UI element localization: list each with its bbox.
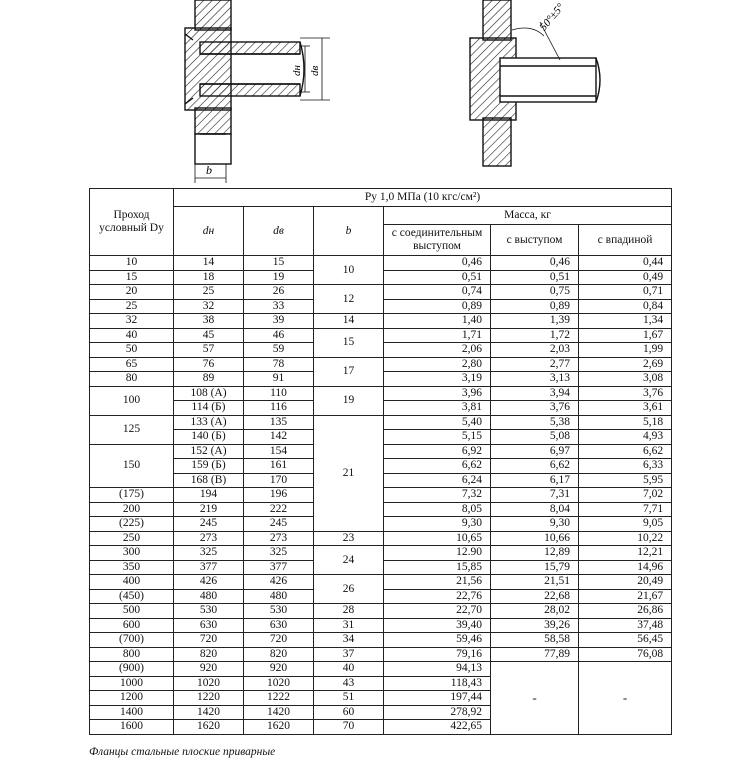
cell-mass-recess: 6,62 — [579, 444, 672, 459]
cell-mass-joint: 21,56 — [384, 575, 491, 590]
cell-dv: 530 — [244, 604, 314, 619]
cell-dn: 38 — [174, 314, 244, 329]
cell-b: 23 — [314, 531, 384, 546]
cell-dv: 480 — [244, 589, 314, 604]
cell-dv: 135 — [244, 415, 314, 430]
cell-b: 70 — [314, 720, 384, 735]
left-flange-drawing — [185, 0, 330, 183]
cell-mass-recess: 37,48 — [579, 618, 672, 633]
cell-mass-joint: 12.90 — [384, 546, 491, 561]
cell-mass-recess: 3,76 — [579, 386, 672, 401]
cell-mass-raised: 58,58 — [491, 633, 579, 648]
cell-mass-recess: 21,67 — [579, 589, 672, 604]
cell-dn: 114 (Б) — [174, 401, 244, 416]
cell-dv: 377 — [244, 560, 314, 575]
cell-nominal-bore: 300 — [90, 546, 174, 561]
cell-b: 34 — [314, 633, 384, 648]
flange-spec-table — [89, 188, 672, 735]
cell-dv: 630 — [244, 618, 314, 633]
cell-mass-recess: 1,99 — [579, 343, 672, 358]
cell-mass-recess: 76,08 — [579, 647, 672, 662]
cell-mass-joint: 79,16 — [384, 647, 491, 662]
cell-mass-recess: 1,67 — [579, 328, 672, 343]
table-row — [90, 314, 672, 329]
cell-nominal-bore: 800 — [90, 647, 174, 662]
cell-mass-joint: 6,24 — [384, 473, 491, 488]
cell-mass-joint: 0,46 — [384, 256, 491, 271]
cell-mass-recess: 6,33 — [579, 459, 672, 474]
cell-nominal-bore: (900) — [90, 662, 174, 677]
cell-dv: 1222 — [244, 691, 314, 706]
cell-dn: 25 — [174, 285, 244, 300]
table-row — [90, 604, 672, 619]
header-mass-raised: с выступом — [491, 225, 579, 256]
cell-mass-recess: 10,22 — [579, 531, 672, 546]
cell-mass-raised: 0,89 — [491, 299, 579, 314]
table-row — [90, 662, 672, 677]
cell-mass-joint: 2,80 — [384, 357, 491, 372]
cell-nominal-bore: (175) — [90, 488, 174, 503]
cell-dn: 325 — [174, 546, 244, 561]
cell-mass-joint: 6,62 — [384, 459, 491, 474]
cell-nominal-bore: 350 — [90, 560, 174, 575]
cell-b: 19 — [314, 386, 384, 415]
cell-mass-recess: 9,05 — [579, 517, 672, 532]
cell-mass-recess: - — [579, 662, 672, 735]
cell-dv: 170 — [244, 473, 314, 488]
cell-nominal-bore: 10 — [90, 256, 174, 271]
cell-mass-joint: 3,19 — [384, 372, 491, 387]
cell-mass-raised: 10,66 — [491, 531, 579, 546]
cell-nominal-bore: 65 — [90, 357, 174, 372]
cell-dn: 194 — [174, 488, 244, 503]
header-mass-recess: с впадиной — [579, 225, 672, 256]
cell-mass-joint: 2,06 — [384, 343, 491, 358]
cell-mass-raised: 6,97 — [491, 444, 579, 459]
cell-dn: 1620 — [174, 720, 244, 735]
cell-nominal-bore: 250 — [90, 531, 174, 546]
table-row — [90, 546, 672, 561]
cell-mass-joint: 3,96 — [384, 386, 491, 401]
cell-nominal-bore: 20 — [90, 285, 174, 300]
cell-mass-raised: 2,03 — [491, 343, 579, 358]
cell-mass-raised: 21,51 — [491, 575, 579, 590]
cell-mass-raised: 0,46 — [491, 256, 579, 271]
cell-mass-raised: 28,02 — [491, 604, 579, 619]
table-row — [90, 633, 672, 648]
cell-dv: 1420 — [244, 705, 314, 720]
cell-b: 17 — [314, 357, 384, 386]
cell-nominal-bore: 15 — [90, 270, 174, 285]
cell-dn: 32 — [174, 299, 244, 314]
cell-nominal-bore: 25 — [90, 299, 174, 314]
cell-b: 43 — [314, 676, 384, 691]
cell-mass-raised: 22,68 — [491, 589, 579, 604]
cell-dn: 140 (Б) — [174, 430, 244, 445]
cell-mass-recess: 20,49 — [579, 575, 672, 590]
cell-mass-raised: 1,39 — [491, 314, 579, 329]
cell-dv: 1020 — [244, 676, 314, 691]
cell-dn: 152 (А) — [174, 444, 244, 459]
cell-mass-raised: 3,13 — [491, 372, 579, 387]
cell-nominal-bore: 80 — [90, 372, 174, 387]
cell-dv: 116 — [244, 401, 314, 416]
table-body — [90, 256, 672, 735]
header-nominal-bore: Проход условный Dy — [90, 189, 174, 256]
cell-nominal-bore: 50 — [90, 343, 174, 358]
cell-nominal-bore: 100 — [90, 386, 174, 415]
header-dv: dв — [244, 207, 314, 256]
cell-dn: 1020 — [174, 676, 244, 691]
cell-nominal-bore: (225) — [90, 517, 174, 532]
cell-dv: 59 — [244, 343, 314, 358]
cell-mass-raised: 3,76 — [491, 401, 579, 416]
cell-dv: 325 — [244, 546, 314, 561]
cell-dv: 46 — [244, 328, 314, 343]
cell-b: 51 — [314, 691, 384, 706]
cell-mass-recess: 3,08 — [579, 372, 672, 387]
cell-mass-joint: 10,65 — [384, 531, 491, 546]
cell-nominal-bore: 200 — [90, 502, 174, 517]
right-flange-drawing — [470, 0, 600, 166]
cell-dn: 1220 — [174, 691, 244, 706]
cell-dn: 159 (Б) — [174, 459, 244, 474]
cell-b: 31 — [314, 618, 384, 633]
cell-dv: 142 — [244, 430, 314, 445]
cell-dn: 820 — [174, 647, 244, 662]
header-mass-joint: с соединительным выступом — [384, 225, 491, 256]
cell-dn: 133 (А) — [174, 415, 244, 430]
cell-dv: 1620 — [244, 720, 314, 735]
label-dn: dн — [291, 65, 303, 76]
cell-dn: 108 (А) — [174, 386, 244, 401]
cell-mass-joint: 5,40 — [384, 415, 491, 430]
cell-dv: 91 — [244, 372, 314, 387]
table-row — [90, 357, 672, 372]
cell-mass-joint: 6,92 — [384, 444, 491, 459]
cell-dn: 426 — [174, 575, 244, 590]
cell-dn: 480 — [174, 589, 244, 604]
cell-dv: 15 — [244, 256, 314, 271]
cell-mass-recess: 7,02 — [579, 488, 672, 503]
cell-dn: 630 — [174, 618, 244, 633]
cell-mass-joint: 0,74 — [384, 285, 491, 300]
cell-mass-recess: 0,84 — [579, 299, 672, 314]
table-row — [90, 328, 672, 343]
cell-dv: 26 — [244, 285, 314, 300]
cell-mass-joint: 15,85 — [384, 560, 491, 575]
cell-nominal-bore: 1400 — [90, 705, 174, 720]
cell-mass-recess: 14,96 — [579, 560, 672, 575]
label-b: b — [206, 163, 212, 177]
header-mass: Масса, кг — [384, 207, 672, 225]
cell-dv: 154 — [244, 444, 314, 459]
cell-dn: 57 — [174, 343, 244, 358]
cell-mass-joint: 5,15 — [384, 430, 491, 445]
cell-nominal-bore: 400 — [90, 575, 174, 590]
cell-mass-joint: 1,71 — [384, 328, 491, 343]
cell-dv: 222 — [244, 502, 314, 517]
cell-mass-joint: 278,92 — [384, 705, 491, 720]
table-row — [90, 415, 672, 430]
cell-mass-joint: 59,46 — [384, 633, 491, 648]
cell-mass-recess: 56,45 — [579, 633, 672, 648]
cell-mass-recess: 5,95 — [579, 473, 672, 488]
cell-mass-joint: 118,43 — [384, 676, 491, 691]
cell-mass-raised: 9,30 — [491, 517, 579, 532]
cell-mass-raised: 6,62 — [491, 459, 579, 474]
cell-mass-recess: 4,93 — [579, 430, 672, 445]
cell-mass-joint: 8,05 — [384, 502, 491, 517]
cell-dv: 78 — [244, 357, 314, 372]
cell-dv: 33 — [244, 299, 314, 314]
table-row — [90, 531, 672, 546]
header-b: b — [314, 207, 384, 256]
cell-mass-raised: 1,72 — [491, 328, 579, 343]
cell-b: 26 — [314, 575, 384, 604]
cell-b: 60 — [314, 705, 384, 720]
cell-mass-joint: 422,65 — [384, 720, 491, 735]
cell-b: 15 — [314, 328, 384, 357]
cell-dv: 110 — [244, 386, 314, 401]
label-angle: 50°±5° — [537, 1, 567, 34]
table-row — [90, 256, 672, 271]
cell-dv: 720 — [244, 633, 314, 648]
cell-mass-raised: 3,94 — [491, 386, 579, 401]
cell-dn: 89 — [174, 372, 244, 387]
cell-mass-raised: 6,17 — [491, 473, 579, 488]
table-row — [90, 285, 672, 300]
cell-nominal-bore: 1600 — [90, 720, 174, 735]
cell-mass-joint: 94,13 — [384, 662, 491, 677]
cell-mass-raised: - — [491, 662, 579, 735]
cell-dn: 720 — [174, 633, 244, 648]
cell-mass-raised: 15,79 — [491, 560, 579, 575]
footer-text: Фланцы стальные плоские приварные — [89, 746, 276, 758]
cell-mass-raised: 0,75 — [491, 285, 579, 300]
cell-mass-joint: 3,81 — [384, 401, 491, 416]
cell-dv: 161 — [244, 459, 314, 474]
cell-dn: 14 — [174, 256, 244, 271]
cell-b: 28 — [314, 604, 384, 619]
cell-nominal-bore: 1000 — [90, 676, 174, 691]
cell-mass-joint: 0,51 — [384, 270, 491, 285]
cell-mass-recess: 0,71 — [579, 285, 672, 300]
cell-dv: 196 — [244, 488, 314, 503]
cell-dv: 273 — [244, 531, 314, 546]
cell-nominal-bore: (450) — [90, 589, 174, 604]
cell-dn: 920 — [174, 662, 244, 677]
cell-nominal-bore: 150 — [90, 444, 174, 488]
cell-nominal-bore: 500 — [90, 604, 174, 619]
cell-dn: 168 (В) — [174, 473, 244, 488]
cell-b: 40 — [314, 662, 384, 677]
label-dv: dв — [309, 65, 321, 76]
cell-dn: 18 — [174, 270, 244, 285]
cell-nominal-bore: 125 — [90, 415, 174, 444]
cell-mass-raised: 2,77 — [491, 357, 579, 372]
cell-mass-recess: 12,21 — [579, 546, 672, 561]
cell-mass-recess: 26,86 — [579, 604, 672, 619]
table-row — [90, 575, 672, 590]
cell-mass-raised: 5,38 — [491, 415, 579, 430]
cell-mass-joint: 0,89 — [384, 299, 491, 314]
cell-mass-raised: 12,89 — [491, 546, 579, 561]
cell-dn: 530 — [174, 604, 244, 619]
cell-mass-raised: 77,89 — [491, 647, 579, 662]
cell-nominal-bore: (700) — [90, 633, 174, 648]
cell-nominal-bore: 1200 — [90, 691, 174, 706]
cell-mass-recess: 3,61 — [579, 401, 672, 416]
cell-nominal-bore: 600 — [90, 618, 174, 633]
cell-mass-joint: 7,32 — [384, 488, 491, 503]
cell-dn: 1420 — [174, 705, 244, 720]
header-pressure: Py 1,0 МПа (10 кгс/см²) — [174, 189, 672, 207]
cell-mass-raised: 5,08 — [491, 430, 579, 445]
cell-mass-recess: 7,71 — [579, 502, 672, 517]
cell-mass-recess: 5,18 — [579, 415, 672, 430]
cell-b: 10 — [314, 256, 384, 285]
cell-mass-raised: 8,04 — [491, 502, 579, 517]
cell-mass-joint: 22,70 — [384, 604, 491, 619]
cell-b: 21 — [314, 415, 384, 531]
cell-dn: 45 — [174, 328, 244, 343]
cell-dv: 19 — [244, 270, 314, 285]
cell-dn: 377 — [174, 560, 244, 575]
cell-mass-recess: 0,49 — [579, 270, 672, 285]
cell-mass-joint: 39,40 — [384, 618, 491, 633]
table-row — [90, 618, 672, 633]
cell-dv: 245 — [244, 517, 314, 532]
cell-mass-joint: 197,44 — [384, 691, 491, 706]
cell-dv: 920 — [244, 662, 314, 677]
flange-drawings — [0, 0, 750, 190]
table-row — [90, 386, 672, 401]
cell-mass-raised: 7,31 — [491, 488, 579, 503]
cell-dv: 820 — [244, 647, 314, 662]
cell-dv: 426 — [244, 575, 314, 590]
cell-b: 12 — [314, 285, 384, 314]
cell-dn: 273 — [174, 531, 244, 546]
cell-nominal-bore: 32 — [90, 314, 174, 329]
cell-mass-recess: 1,34 — [579, 314, 672, 329]
cell-dn: 76 — [174, 357, 244, 372]
cell-mass-joint: 9,30 — [384, 517, 491, 532]
cell-b: 24 — [314, 546, 384, 575]
cell-mass-recess: 2,69 — [579, 357, 672, 372]
cell-mass-raised: 0,51 — [491, 270, 579, 285]
cell-dn: 245 — [174, 517, 244, 532]
cell-mass-joint: 22,76 — [384, 589, 491, 604]
cell-mass-recess: 0,44 — [579, 256, 672, 271]
cell-nominal-bore: 40 — [90, 328, 174, 343]
cell-dv: 39 — [244, 314, 314, 329]
header-dn: dн — [174, 207, 244, 256]
cell-dn: 219 — [174, 502, 244, 517]
cell-b: 37 — [314, 647, 384, 662]
table-row — [90, 647, 672, 662]
cell-b: 14 — [314, 314, 384, 329]
cell-mass-raised: 39,26 — [491, 618, 579, 633]
cell-mass-joint: 1,40 — [384, 314, 491, 329]
